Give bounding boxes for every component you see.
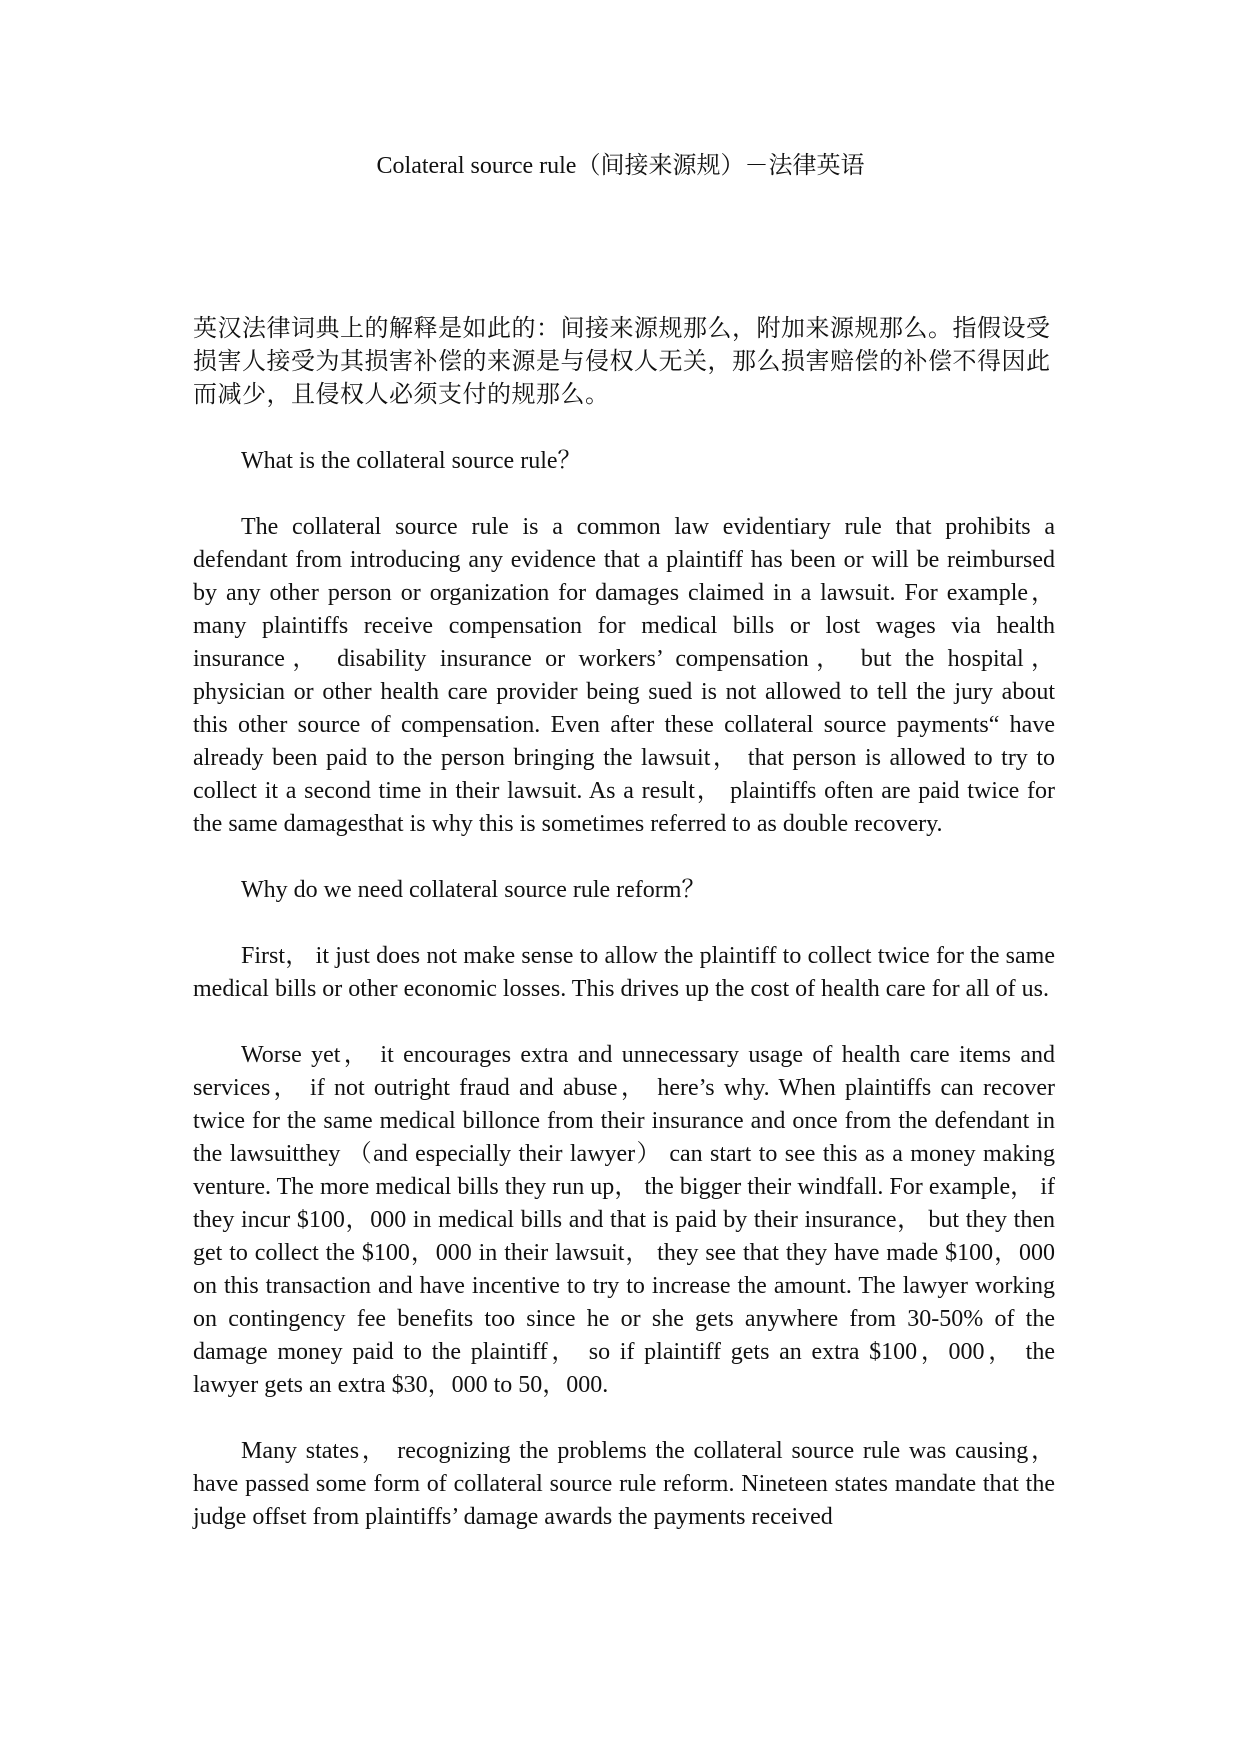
- body-paragraph-worse-yet: Worse yet， it encourages extra and unnecessary usage of health care items and services， if not outright fraud and abuse， here’s why. When plaintiffs can recover twice for the same medical billonce from their insurance and once from the defendant in the lawsuitthey （and especially their lawyer） can start to see this as a money making venture. The more medical bills they run up， the bigger their windfall. For example， if they incur $100，000 in medical bills and that is paid by their insurance， but they then get to collect the $100，000 in their lawsuit， they see that they have made $100，000 on this transaction and have incentive to try to increase the amount. The lawyer working on contingency fee benefits too since he or she gets anywhere from 30-50% of the damage money paid to the plaintiff， so if plaintiff gets an extra $100，000， the lawyer gets an extra $30，000 to 50，000.: [193, 1042, 1055, 1398]
- question-heading-why-reform: Why do we need collateral source rule reform？: [241, 877, 706, 903]
- question-heading-what-is: What is the collateral source rule？: [241, 448, 582, 474]
- body-paragraph-many-states: Many states， recognizing the problems the collateral source rule was causing， have passed some form of collateral source rule reform. Nineteen states mandate that the judge offset from plaintiffs’ damage awards the payments received: [193, 1438, 1055, 1530]
- chinese-definition-paragraph: 英汉法律词典上的解释是如此的：间接来源规那么，附加来源规那么。指假设受损害人接受为其损害补偿的来源是与侵权人无关，那么损害赔偿的补偿不得因此而减少，且侵权人必须支付的规那么。: [193, 316, 1051, 408]
- body-paragraph-definition: The collateral source rule is a common law evidentiary rule that prohibits a defendant from introducing any evidence that a plaintiff has been or will be reimbursed by any other person or organization for damages claimed in a lawsuit. For example， many plaintiffs receive compensation for medical bills or lost wages via health insurance， disability insurance or workers’ compensation， but the hospital， physician or other health care provider being sued is not allowed to tell the jury about this other source of compensation. Even after these collateral source payments“ have already been paid to the person bringing the lawsuit， that person is allowed to try to collect it a second time in their lawsuit. As a result， plaintiffs often are paid twice for the same damagesthat is why this is sometimes referred to as double recovery.: [193, 514, 1055, 837]
- body-paragraph-first: First， it just does not make sense to allow the plaintiff to collect twice for the same medical bills or other economic losses. This drives up the cost of health care for all of us.: [193, 943, 1055, 1002]
- document-body: [193, 313, 1055, 1567]
- document-title: Colateral source rule（间接来源规）－法律英语: [376, 153, 865, 179]
